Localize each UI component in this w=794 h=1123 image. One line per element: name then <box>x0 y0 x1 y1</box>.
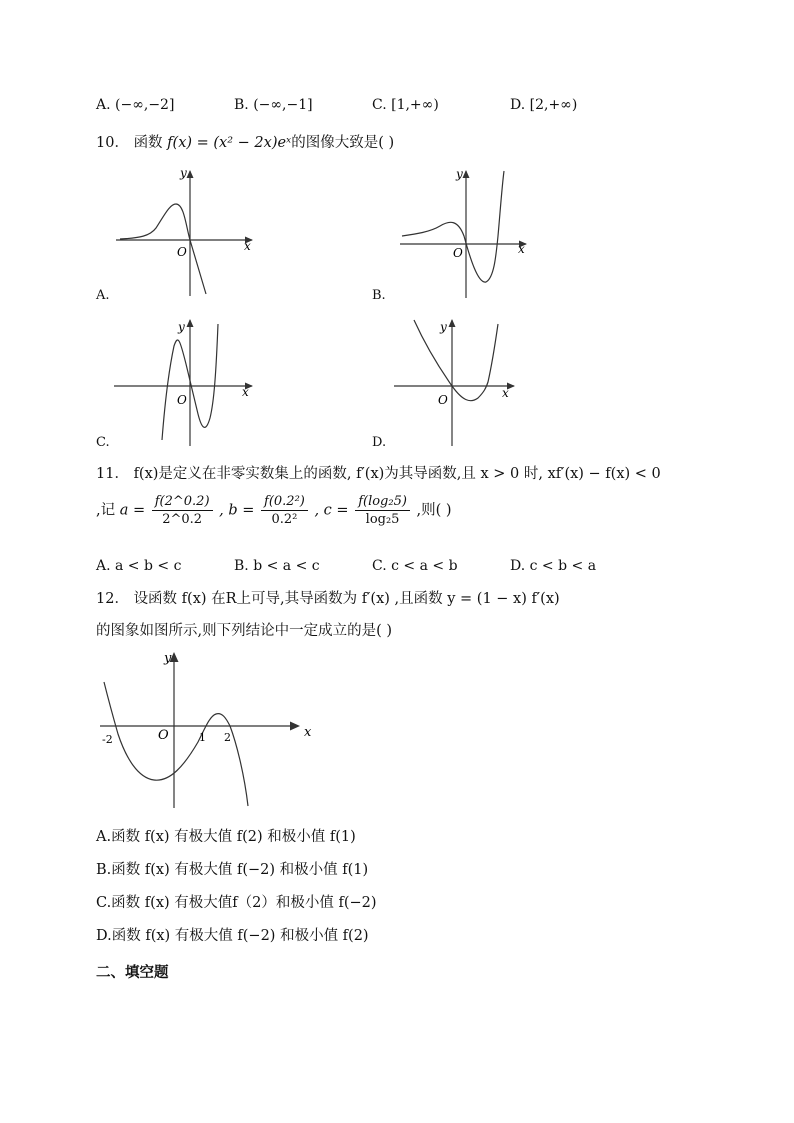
q10-graph-d <box>392 314 522 448</box>
q10-label-c: C. <box>96 435 110 450</box>
q12-line1 <box>96 587 560 608</box>
q12-tick-2: 2 <box>224 731 231 744</box>
q9-option-b: B. (−∞,−1] <box>234 97 313 113</box>
q11-c-denominator: log₂5 <box>365 512 400 527</box>
q9-option-a: A. (−∞,−2] <box>96 97 175 113</box>
q10b-origin: O <box>453 246 463 260</box>
q12-axis-y: y <box>164 651 172 666</box>
q10c-axis-x: x <box>242 385 249 399</box>
q12-tick-neg2: -2 <box>102 733 113 746</box>
q11-c-eq: , c = <box>314 502 349 519</box>
q12-tick-1: 1 <box>199 731 206 744</box>
q10-stem-suffix: 的图像大致是( ) <box>291 135 395 151</box>
q10-graph-b <box>396 166 536 300</box>
q10-stem <box>96 131 394 152</box>
q11-line1 <box>96 462 661 483</box>
q10-graph-a <box>110 166 260 298</box>
q10a-axis-x: x <box>244 239 251 253</box>
q9-option-c: C. [1,+∞) <box>372 97 439 113</box>
q12-origin: O <box>158 728 169 743</box>
section-heading-fill-in: 二、填空题 <box>96 965 169 981</box>
q10-label-a: A. <box>96 288 110 303</box>
q11-c-numerator: f(log₂5) <box>355 494 410 511</box>
q12-option-c: C.函数 f(x) 有极大值f（2）和极小值 f(−2) <box>96 895 377 911</box>
q11-c-fraction <box>355 494 410 527</box>
q11-option-a: A. a < b < c <box>96 558 182 574</box>
q11-line2 <box>96 494 452 527</box>
q10a-axis-y: y <box>180 166 187 180</box>
q10a-origin: O <box>177 245 187 259</box>
q11-a-eq: a = <box>119 502 146 519</box>
q10-stem-prefix: 函数 <box>133 135 163 151</box>
q10b-axis-x: x <box>518 242 525 256</box>
q11-b-denominator: 0.2² <box>271 512 298 527</box>
q11-a-denominator: 2^0.2 <box>162 512 203 527</box>
q10c-axis-y: y <box>178 320 185 334</box>
q12-graph <box>94 646 324 814</box>
q11-option-b: B. b < a < c <box>234 558 320 574</box>
q11-number: 11． <box>96 466 129 482</box>
q12-option-b: B.函数 f(x) 有极大值 f(−2) 和极小值 f(1) <box>96 862 369 878</box>
q11-condition: f(x)是定义在非零实数集上的函数, f′(x)为其导函数,且 x > 0 时, xf′(x) − f(x) < 0 <box>133 466 661 482</box>
q12-line2: 的图象如图所示,则下列结论中一定成立的是( ) <box>96 623 393 639</box>
q12-option-d: D.函数 f(x) 有极大值 f(−2) 和极小值 f(2) <box>96 928 369 944</box>
q10c-origin: O <box>177 393 187 407</box>
q12-axis-x: x <box>304 725 312 740</box>
q11-a-numerator: f(2^0.2) <box>152 494 213 511</box>
q9-option-d: D. [2,+∞) <box>510 97 578 113</box>
q10b-axis-y: y <box>456 167 463 181</box>
q11-b-numerator: f(0.2²) <box>261 494 308 511</box>
q10-formula: f(x) = (x² − 2x)eˣ <box>167 135 292 151</box>
q10d-axis-x: x <box>502 386 509 400</box>
q11-option-d: D. c < b < a <box>510 558 597 574</box>
q10-graph-c <box>110 314 260 448</box>
q11-line2-suffix: ,则( ) <box>416 502 452 519</box>
q11-a-fraction <box>152 494 213 527</box>
q11-line2-prefix: ,记 <box>96 502 116 519</box>
q12-number: 12． <box>96 591 129 607</box>
q10-number: 10． <box>96 135 129 151</box>
q12-stem: 设函数 f(x) 在R上可导,其导函数为 f′(x) ,且函数 y = (1 − x) f′(x) <box>133 591 560 607</box>
q11-b-fraction <box>261 494 308 527</box>
q10d-axis-y: y <box>440 320 447 334</box>
q10-label-d: D. <box>372 435 387 450</box>
q11-option-c: C. c < a < b <box>372 558 458 574</box>
q10d-origin: O <box>438 393 448 407</box>
q11-b-eq: , b = <box>219 502 255 519</box>
q12-option-a: A.函数 f(x) 有极大值 f(2) 和极小值 f(1) <box>96 829 356 845</box>
q10-label-b: B. <box>372 288 386 303</box>
